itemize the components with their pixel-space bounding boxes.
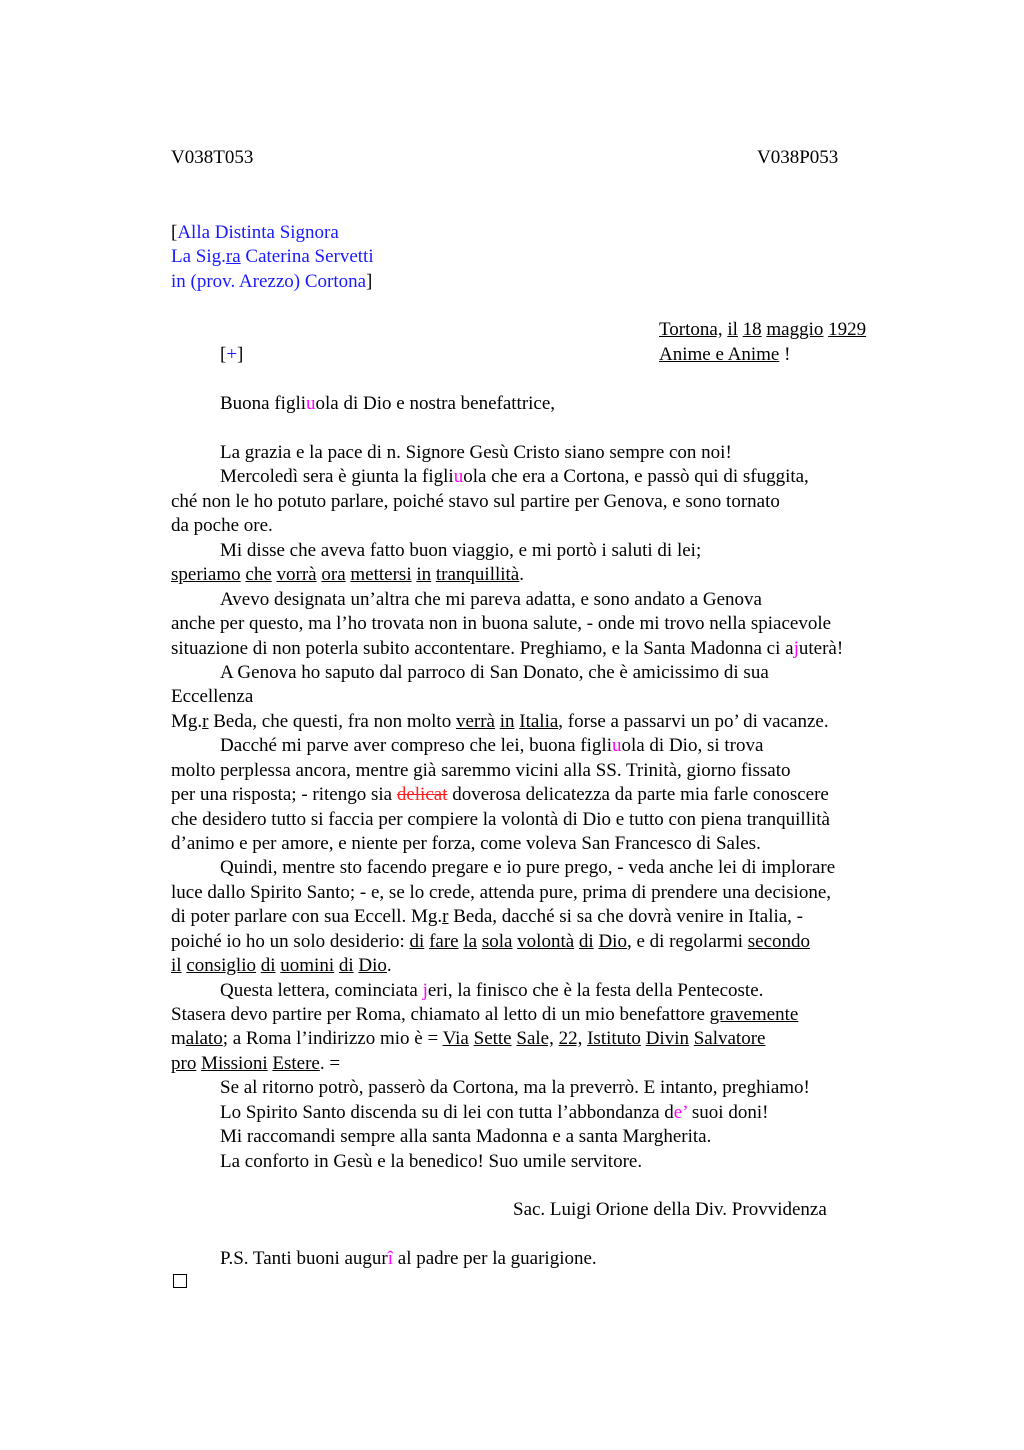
- body-line: anche per questo, ma l’ho trovata non in buona salute, - onde mi trovo nella spiacevole: [171, 613, 832, 634]
- body-line: di poter parlare con sua Eccell. Mg.r Beda, dacché si sa che dovrà venire in Italia, -: [171, 906, 804, 927]
- body-line: Questa lettera, cominciata jeri, la finisco che è la festa della Pentecoste.: [220, 980, 764, 1001]
- body-line: pro Missioni Estere. =: [171, 1053, 341, 1074]
- body-line: Quindi, mentre sto facendo pregare e io pure prego, - veda anche lei di implorare: [220, 857, 836, 878]
- body-line: La grazia e la pace di n. Signore Gesù Cristo siano sempre con noi!: [220, 442, 732, 463]
- postscript: P.S. Tanti buoni augurî al padre per la guarigione.: [220, 1248, 597, 1269]
- body-line: Mi raccomandi sempre alla santa Madonna e a santa Margherita.: [220, 1126, 712, 1147]
- body-line: Eccellenza: [171, 686, 254, 707]
- cross-sign: [+]: [220, 344, 244, 365]
- body-line: molto perplessa ancora, mentre già saremmo vicini alla SS. Trinità, giorno fissato: [171, 760, 791, 781]
- body-line: Mercoledì sera è giunta la figliuola che era a Cortona, e passò qui di sfuggita,: [220, 466, 809, 487]
- body-line: A Genova ho saputo dal parroco di San Donato, che è amicissimo di sua: [220, 662, 769, 683]
- body-line: che desidero tutto si faccia per compiere la volontà di Dio e tutto con piena tranquillità: [171, 809, 830, 830]
- body-line: Mi disse che aveva fatto buon viaggio, e mi portò i saluti di lei;: [220, 540, 702, 561]
- body-line: situazione di non poterla subito accontentare. Preghiamo, e la Santa Madonna ci ajuterà!: [171, 638, 844, 659]
- body-line: Avevo designata un’altra che mi pareva adatta, e sono andato a Genova: [220, 589, 762, 610]
- body-line: il consiglio di uomini di Dio.: [171, 955, 392, 976]
- body-line: poiché io ho un solo desiderio: di fare la sola volontà di Dio, e di regolarmi secondo: [171, 931, 811, 952]
- place-date: Tortona, il 18 maggio 1929: [659, 319, 867, 340]
- body-line: d’animo e per amore, e niente per forza, come voleva San Francesco di Sales.: [171, 833, 761, 854]
- address-line-1: [Alla Distinta Signora: [171, 222, 339, 243]
- body-line: luce dallo Spirito Santo; - e, se lo crede, attenda pure, prima di prendere una decisione,: [171, 882, 832, 903]
- address-line-3: in (prov. Arezzo) Cortona]: [171, 271, 373, 292]
- address-line-2: La Sig.ra Caterina Servetti: [171, 246, 374, 267]
- body-line: ché non le ho potuto parlare, poiché stavo sul partire per Genova, e sono tornato: [171, 491, 780, 512]
- body-line: speriamo che vorrà ora mettersi in tranquillità.: [171, 564, 524, 585]
- document-code-left: V038T053: [171, 147, 254, 168]
- body-line: Stasera devo partire per Roma, chiamato al letto di un mio benefattore gravemente: [171, 1004, 799, 1025]
- body-line: per una risposta; - ritengo sia delicat doverosa delicatezza da parte mia farle conoscere: [171, 784, 829, 805]
- body-line: Lo Spirito Santo discenda su di lei con tutta l’abbondanza de’ suoi doni!: [220, 1102, 769, 1123]
- body-line: malato; a Roma l’indirizzo mio è = Via Sette Sale, 22, Istituto Divin Salvatore: [171, 1028, 766, 1049]
- body-line: La conforto in Gesù e la benedico! Suo umile servitore.: [220, 1151, 643, 1172]
- salutation: Buona figliuola di Dio e nostra benefattrice,: [220, 393, 556, 414]
- motto: Anime e Anime !: [659, 344, 791, 365]
- body-line: Mg.r Beda, che questi, fra non molto verrà in Italia, forse a passarvi un po’ di vacanze.: [171, 711, 829, 732]
- document-code-right: V038P053: [757, 147, 839, 168]
- body-line: Dacché mi parve aver compreso che lei, buona figliuola di Dio, si trova: [220, 735, 764, 756]
- signature: Sac. Luigi Orione della Div. Provvidenza: [513, 1199, 827, 1220]
- body-line: Se al ritorno potrò, passerò da Cortona, ma la preverrò. E intanto, preghiamo!: [220, 1077, 810, 1098]
- body-line: da poche ore.: [171, 515, 273, 536]
- end-marker-box: [173, 1274, 187, 1288]
